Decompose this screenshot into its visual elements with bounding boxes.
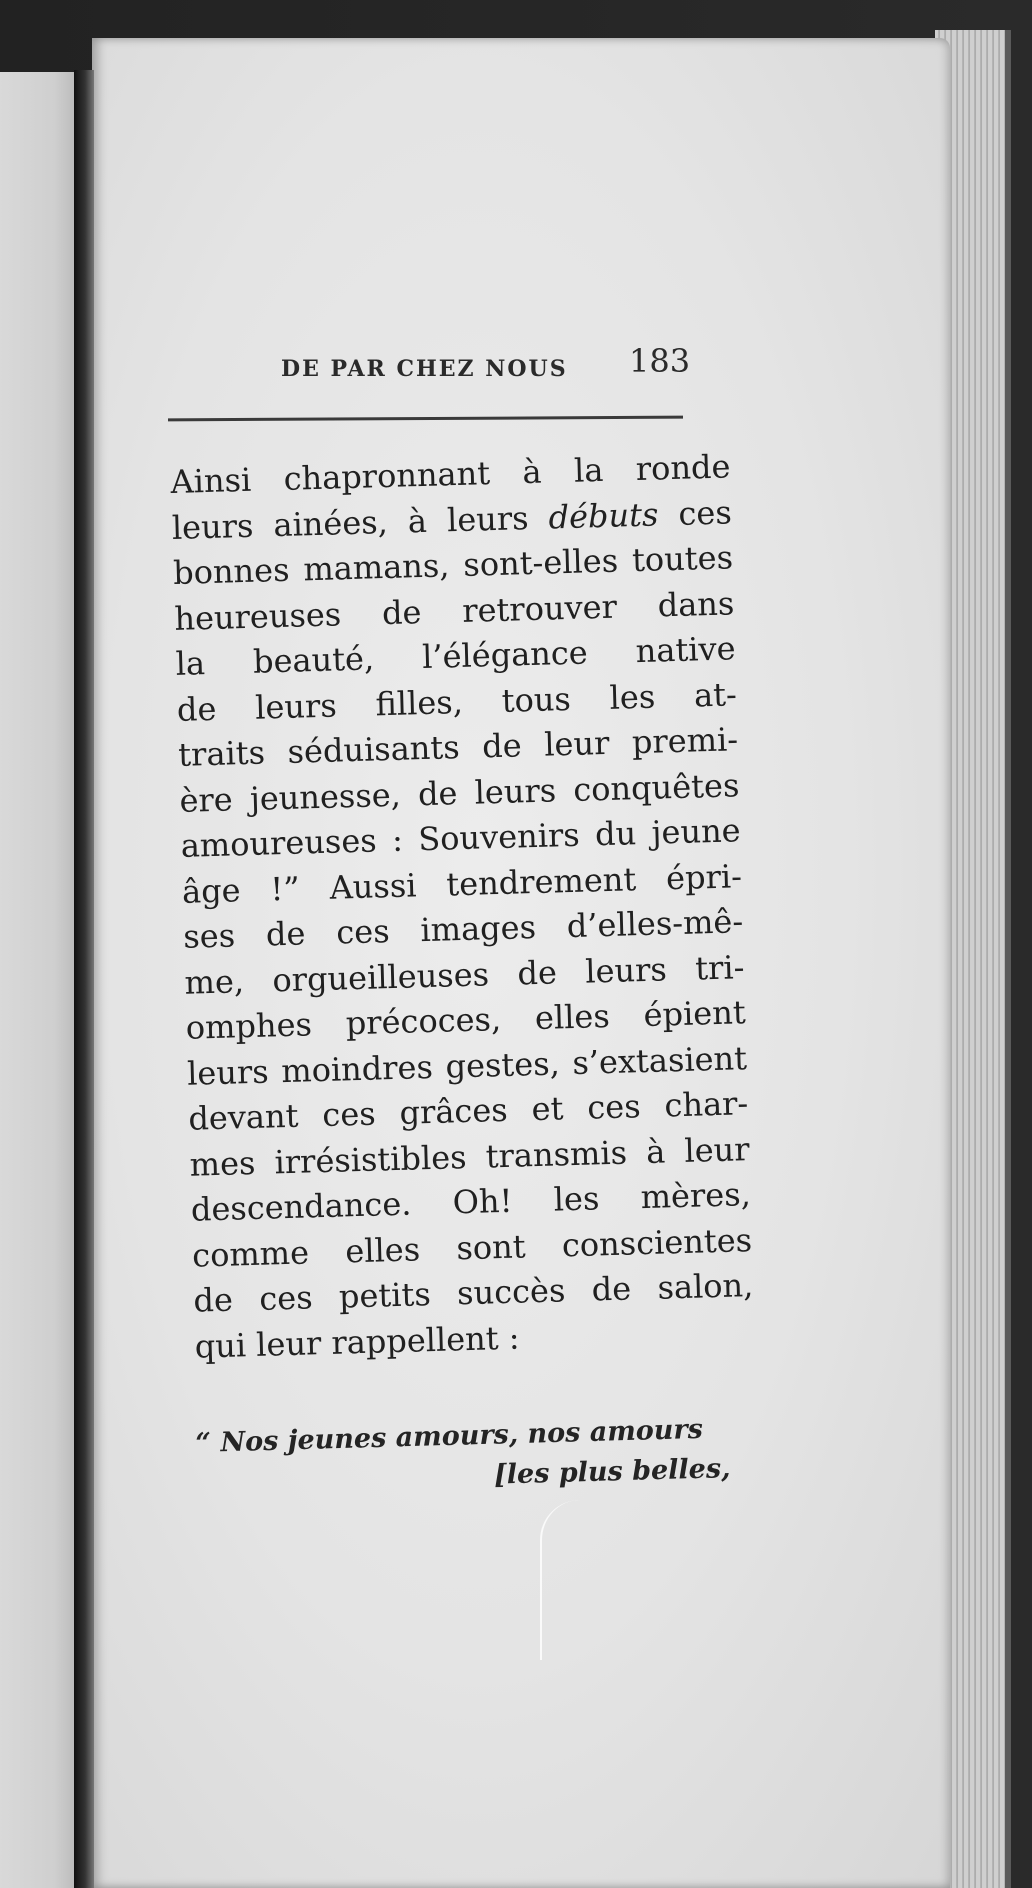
text-line: leurs moindres gestes, s’extasient — [186, 1038, 748, 1093]
text-line: âge !” Aussi tendrement épri- — [181, 856, 743, 911]
text-line: la beauté, l’élégance native — [175, 629, 737, 683]
body-paragraph — [170, 444, 755, 1369]
text-line: comme elles sont conscientes — [191, 1220, 753, 1275]
text-line: qui leur rappellent : — [194, 1318, 521, 1366]
text-line: bonnes mamans, sont-elles toutes — [172, 538, 734, 592]
text-line: me, orgueilleuses de leurs tri- — [184, 947, 745, 1002]
page-number: 183 — [629, 342, 691, 380]
text-fragment: leurs ainées, à leurs — [171, 497, 550, 547]
text-line: heureuses de retrouver dans — [173, 583, 735, 638]
facing-page-edge — [0, 72, 78, 1888]
text-line: mes irrésistibles transmis à leur — [189, 1129, 750, 1184]
text-line: de ces petits succès de salon, — [192, 1266, 754, 1320]
text-fragment: ces — [657, 492, 733, 533]
text-line: devant ces grâces et ces char- — [187, 1084, 749, 1138]
quote-line-2: [les plus belles, — [493, 1453, 731, 1491]
text-line: de leurs filles, tous les at- — [176, 674, 738, 729]
text-line: ère jeunesse, de leurs conquêtes — [178, 765, 740, 820]
text-line: traits séduisants de leur premi- — [177, 720, 739, 774]
text-line: descendance. Oh! les mères, — [190, 1175, 752, 1229]
running-title: DE PAR CHEZ NOUS — [281, 356, 568, 382]
emphasis-text: débuts — [548, 494, 659, 536]
text-line: Ainsi chapronnant à la ronde — [170, 447, 731, 501]
verse-quote — [195, 1409, 737, 1504]
text-line: amoureuses : Souvenirs du jeune — [180, 811, 742, 865]
scan-artifact — [540, 1500, 582, 1660]
text-line: omphes précoces, elles épient — [185, 993, 747, 1047]
text-line: ses de ces images d’elles-mê- — [182, 902, 744, 956]
book-gutter — [74, 70, 94, 1888]
running-head — [185, 342, 691, 392]
quote-line-1: “ Nos jeunes amours, nos amours — [195, 1413, 704, 1459]
